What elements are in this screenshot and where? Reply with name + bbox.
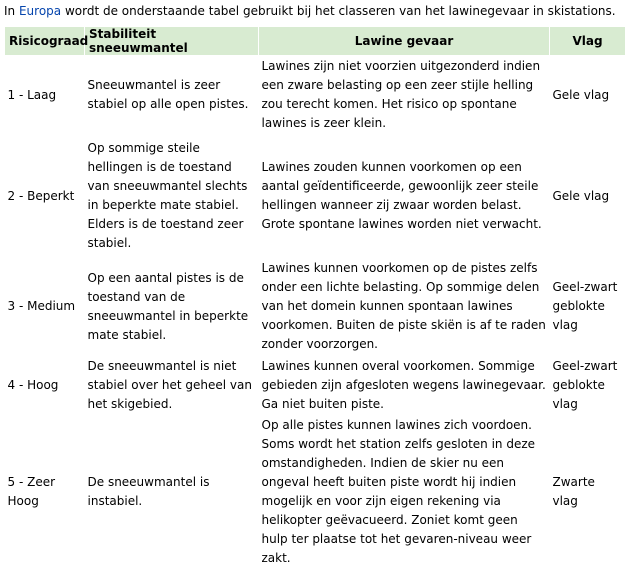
risk-level-cell: 1 - Laag xyxy=(7,87,57,102)
stability-cell: De sneeuwmantel is instabiel. xyxy=(87,475,210,508)
flag-cell: Zwarte vlag xyxy=(552,475,595,508)
flag-cell: Geel-zwart geblokte vlag xyxy=(552,358,618,411)
intro-suffix: wordt de onderstaande tabel gebruikt bij het classeren van het lawinegevaar in skistations. xyxy=(61,4,616,18)
header-stabiliteit: Stabiliteit sneeuwmantel xyxy=(85,27,259,56)
intro-paragraph xyxy=(4,3,616,19)
risk-level-cell: 3 - Medium xyxy=(7,299,76,313)
header-risicograad: Risicograad xyxy=(5,27,85,56)
header-vlag: Vlag xyxy=(550,27,626,56)
danger-cell: Lawines zijn niet voorzien uitgezonderd indien een zware belasting op een zeer stijle helling zou terecht komen. Het risico op spontane lawines is zeer klein. xyxy=(261,59,541,130)
table-row xyxy=(5,56,626,135)
europa-link[interactable]: Europa xyxy=(18,4,62,18)
flag-cell: Gele vlag xyxy=(552,188,610,203)
stability-cell: Op sommige steile hellingen is de toestand van sneeuwmantel slechts in beperkte mate stabiel. Elders is de toestand zeer stabiel. xyxy=(87,141,248,250)
avalanche-risk-table xyxy=(4,26,626,569)
danger-cell: Lawines kunnen voorkomen op de pistes zelfs onder een lichte belasting. Op sommige delen van het domein kunnen spontaan lawines voorkomen. Buiten de piste skiën is af te raden zonder voorzorgen. xyxy=(261,261,546,351)
table-row xyxy=(5,415,626,569)
danger-cell: Lawines zouden kunnen voorkomen op een aantal geïdentificeerde, gewoonlijk zeer steile hellingen wanneer zij zwaar worden belast. Grote spontane lawines worden niet verwacht. xyxy=(261,160,542,231)
table-row xyxy=(5,134,626,258)
flag-cell: Gele vlag xyxy=(552,87,610,102)
risk-level-cell: 4 - Hoog xyxy=(7,377,59,392)
table-header-row xyxy=(5,27,626,56)
table-row xyxy=(5,258,626,355)
stability-cell: De sneeuwmantel is niet stabiel over het geheel van het skigebied. xyxy=(87,358,252,411)
flag-cell: Geel-zwart geblokte vlag xyxy=(552,280,618,332)
danger-cell: Lawines kunnen overal voorkomen. Sommige gebieden zijn afgesloten wegens lawinegevaar. Ga niet buiten piste. xyxy=(261,358,546,411)
header-lawine-gevaar: Lawine gevaar xyxy=(259,27,550,56)
risk-level-cell: 5 - Zeer Hoog xyxy=(7,475,56,508)
risk-level-cell: 2 - Beperkt xyxy=(7,188,75,203)
intro-prefix: In xyxy=(4,4,19,18)
danger-cell: Op alle pistes kunnen lawines zich voordoen. Soms wordt het station zelfs gesloten in deze omstandigheden. Indien de skier nu een ongeval heeft buiten piste wordt hij indien mogelijk en voor zijn eigen rekening via helikopter geëvacueerd. Zoniet komt geen hulp ter plaatse tot het gevaren-niveau weer zakt. xyxy=(261,418,536,565)
table-row xyxy=(5,355,626,415)
stability-cell: Op een aantal pistes is de toestand van de sneeuwmantel in beperkte mate stabiel. xyxy=(87,270,249,342)
stability-cell: Sneeuwmantel is zeer stabiel op alle open pistes. xyxy=(87,78,249,111)
